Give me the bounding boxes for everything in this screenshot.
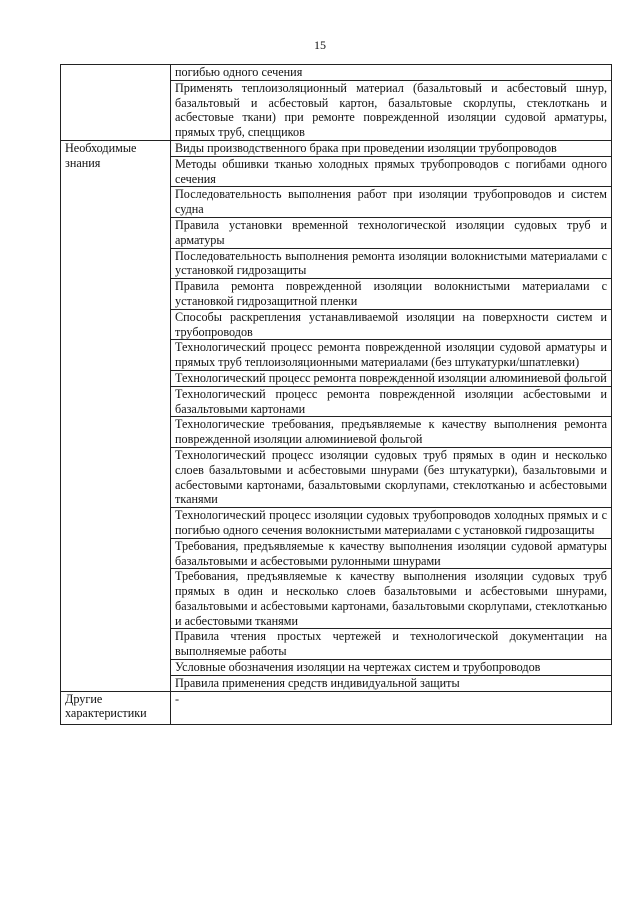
- requirement-item: Условные обозначения изоляции на чертежах систем и трубопроводов: [171, 660, 612, 676]
- requirement-item: Последовательность выполнения работ при изоляции трубопроводов и систем судна: [171, 187, 612, 218]
- requirement-item: Способы раскрепления устанавливаемой изоляции на поверхности систем и трубопроводов: [171, 309, 612, 340]
- requirement-item: Виды производственного брака при проведении изоляции трубопроводов: [171, 140, 612, 156]
- requirement-item: Технологический процесс ремонта поврежденной изоляции асбестовыми и базальтовыми картонами: [171, 386, 612, 417]
- requirement-item: Технологический процесс изоляции судовых трубопроводов холодных прямых и с погибью одного сечения волокнистыми материалами с установкой гидрозащиты: [171, 508, 612, 539]
- section-title: Другие характеристики: [61, 691, 171, 724]
- requirement-item: Технологический процесс ремонта поврежденной изоляции алюминиевой фольгой: [171, 370, 612, 386]
- requirement-item: Правила ремонта поврежденной изоляции волокнистыми материалами с установкой гидрозащитной пленки: [171, 279, 612, 310]
- requirement-item: Правила чтения простых чертежей и технологической документации на выполняемые работы: [171, 629, 612, 660]
- requirement-item: Технологические требования, предъявляемые к качеству выполнения ремонта поврежденной изоляции алюминиевой фольгой: [171, 417, 612, 448]
- table-row: [61, 65, 612, 81]
- table-row: [61, 691, 612, 724]
- competency-table: [60, 64, 612, 725]
- requirement-item: Технологический процесс изоляции судовых труб прямых в один и несколько слоев базальтовыми и асбестовыми шнурами (без штукатурки), базальтовыми и асбестовыми картонами, базальтовыми скорлупами, стеклотканью и асбестовыми тканями: [171, 447, 612, 507]
- requirement-item: Последовательность выполнения ремонта изоляции волокнистыми материалами с установкой гидрозащиты: [171, 248, 612, 279]
- requirement-item: Правила применения средств индивидуальной защиты: [171, 675, 612, 691]
- requirement-item: Требования, предъявляемые к качеству выполнения изоляции судовой арматуры базальтовыми и асбестовыми рулонными шнурами: [171, 538, 612, 569]
- requirement-item: Технологический процесс ремонта поврежденной изоляции судовой арматуры и прямых труб теплоизоляционными материалами (без штукатурки/шпатлевки): [171, 340, 612, 371]
- requirement-item: -: [171, 691, 612, 724]
- requirement-item: Требования, предъявляемые к качеству выполнения изоляции судовых труб прямых в один и несколько слоев базальтовыми и асбестовыми шнурами, базальтовыми и асбестовыми картонами, базальтовыми скорлупами, стеклотканью и асбестовыми тканями: [171, 569, 612, 629]
- requirement-item: Применять теплоизоляционный материал (базальтовый и асбестовый шнур, базальтовый и асбестовый картон, базальтовые скорлупы, стеклоткань и асбестовые ткани) при ремонте поврежденной изоляции судовой арматуры, прямых труб, спецщиков: [171, 80, 612, 140]
- requirement-item: погибью одного сечения: [171, 65, 612, 81]
- page-number: 15: [314, 38, 326, 52]
- requirement-item: Методы обшивки тканью холодных прямых трубопроводов с погибами одного сечения: [171, 156, 612, 187]
- table-row: [61, 140, 612, 156]
- requirement-item: Правила установки временной технологической изоляции судовых труб и арматуры: [171, 217, 612, 248]
- section-title: [61, 65, 171, 141]
- section-title: Необходимые знания: [61, 140, 171, 691]
